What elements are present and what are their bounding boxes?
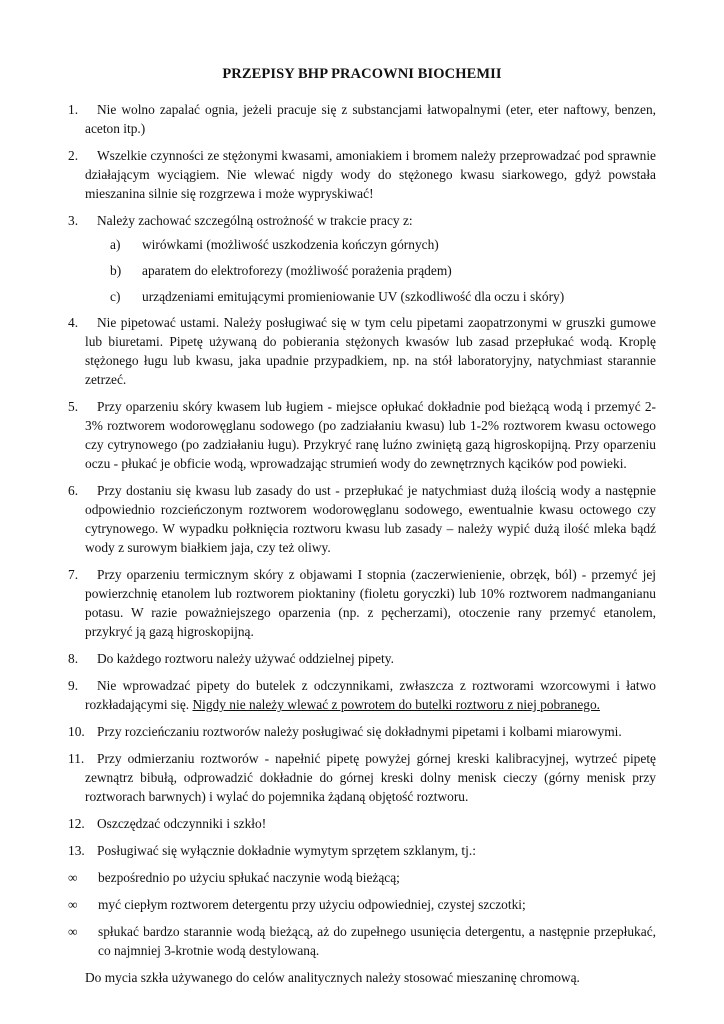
- sub-item: [68, 287, 656, 306]
- sub-letter: c): [110, 289, 121, 304]
- closing-paragraph: Do mycia szkła używanego do celów analitycznych należy stosować mieszaninę chromową.: [85, 970, 580, 985]
- rule-item: [68, 841, 656, 860]
- rule-number: 8.: [68, 651, 79, 666]
- rule-number: 5.: [68, 399, 79, 414]
- infinity-bullet-icon: ∞: [68, 870, 78, 885]
- rule-number: 10.: [68, 724, 85, 739]
- rule-text: Oszczędzać odczynniki i szkło!: [97, 816, 267, 831]
- rule-number: 2.: [68, 148, 79, 163]
- rule-item: [68, 211, 656, 230]
- rule-item: [68, 649, 656, 668]
- sub-text: urządzeniami emitującymi promieniowanie UV (szkodliwość dla oczu i skóry): [142, 289, 565, 304]
- rule-item: [68, 313, 656, 389]
- rule-text: Wszelkie czynności ze stężonymi kwasami, amoniakiem i bromem należy przeprowadzać pod sprawnie działającym wyciągiem. Nie wlewać nigdy wody do stężonego kwasu siarkowego, gdyż powstała mieszanina silnie się rozgrzewa i może wypryskiwać!: [85, 148, 656, 201]
- rule-number: 11.: [68, 751, 85, 766]
- sub-item: [68, 261, 656, 280]
- rule-item: [68, 722, 656, 741]
- sub-text: wirówkami (możliwość uszkodzenia kończyn górnych): [142, 237, 439, 252]
- rule-item: [68, 481, 656, 557]
- rule-item: [68, 749, 656, 806]
- rule-item: [68, 100, 656, 138]
- sub-letter: b): [110, 263, 122, 278]
- rule-text: Nie wprowadzać pipety do butelek z odczynnikami, zwłaszcza z roztworami wzorcowymi i łatwo rozkładającymi się.: [85, 678, 656, 712]
- rule-number: 1.: [68, 102, 79, 117]
- rule-warning-underlined: Nigdy nie należy wlewać z powrotem do butelki roztworu z niej pobranego.: [192, 697, 601, 712]
- rule-number: 4.: [68, 315, 79, 330]
- rule-text: Posługiwać się wyłącznie dokładnie wymytym sprzętem szklanym, tj.:: [97, 843, 476, 858]
- rule-text: Nie pipetować ustami. Należy posługiwać się w tym celu pipetami zaopatrzonymi w gruszki gumowe lub biuretami. Pipetę używaną do pobierania stężonych kwasów lub zasad przepłukać wodą. Kroplę stężonego ługu lub kwasu, jaka upadnie przypadkiem, np. na stół laboratoryjny, natychmiast starannie zetrzeć.: [85, 315, 656, 387]
- rule-number: 3.: [68, 213, 79, 228]
- rule-text: Przy oparzeniu skóry kwasem lub ługiem - miejsce opłukać dokładnie pod bieżącą wodą i przemyć 2-3% roztworem wodorowęglanu sodowego (po zadziałaniu kwasu) lub 1-2% roztworem kwasu octowego czy cytrynowego (po zadziałaniu ługu). Przykryć ranę luźno zwiniętą gazą higroskopijną. Przy oparzeniu oczu - płukać je obficie wodą, wprowadzając strumień wody do zewnętrznych kącików pod powieki.: [85, 399, 656, 471]
- cleaning-step-text: myć ciepłym roztworem detergentu przy użyciu odpowiedniej, czystej szczotki;: [98, 897, 526, 912]
- rule-item: [68, 146, 656, 203]
- page-title: PRZEPISY BHP PRACOWNI BIOCHEMII: [222, 66, 502, 82]
- rules-list: [68, 100, 656, 987]
- rule-item: [68, 814, 656, 833]
- rule-text: Przy odmierzaniu roztworów - napełnić pipetę powyżej górnej kreski kalibracyjnej, wytrzeć pipetę zewnątrz bibułą, odprowadzić dokładnie do górnej kreski dolny menisk cieczy (górny menisk przy roztworach barwnych) i wylać do pojemnika żądaną objętość roztworu.: [85, 751, 656, 804]
- rule-number: 12.: [68, 816, 85, 831]
- rule-text: Należy zachować szczególną ostrożność w trakcie pracy z:: [97, 213, 413, 228]
- rule-text: Przy rozcieńczaniu roztworów należy posługiwać się dokładnymi pipetami i kolbami miarowymi.: [97, 724, 622, 739]
- rule-text: Przy oparzeniu termicznym skóry z objawami I stopnia (zaczerwienienie, obrzęk, ból) - przemyć jej powierzchnię etanolem lub roztworem pioktaniny (fioletu goryczki) lub 10% roztworem nadmanganianu potasu. W razie poważniejszego oparzenia (np. z pęcherzami), otoczenie rany przemyć etanolem, przykryć ją gazą higroskopijną.: [85, 567, 656, 639]
- rule-number: 7.: [68, 567, 79, 582]
- cleaning-step-text: bezpośrednio po użyciu spłukać naczynie wodą bieżącą;: [98, 870, 400, 885]
- rule-item: [68, 565, 656, 641]
- rule-item: [68, 397, 656, 473]
- sub-letter: a): [110, 237, 121, 252]
- sub-text: aparatem do elektroforezy (możliwość porażenia prądem): [142, 263, 452, 278]
- infinity-bullet-icon: ∞: [68, 897, 78, 912]
- cleaning-step: [68, 868, 656, 887]
- rule-item: [68, 676, 656, 714]
- rule-number: 13.: [68, 843, 85, 858]
- cleaning-step: [68, 922, 656, 960]
- rule-text: Nie wolno zapalać ognia, jeżeli pracuje się z substancjami łatwopalnymi (eter, eter naftowy, benzen, aceton itp.): [85, 102, 656, 136]
- cleaning-step: [68, 895, 656, 914]
- rule-number: 6.: [68, 483, 79, 498]
- rule-text: Do każdego roztworu należy używać oddzielnej pipety.: [97, 651, 394, 666]
- infinity-bullet-icon: ∞: [68, 924, 78, 939]
- rule-number: 9.: [68, 678, 79, 693]
- cleaning-step-text: spłukać bardzo starannie wodą bieżącą, aż do zupełnego usunięcia detergentu, a następnie przepłukać, co najmniej 3-krotnie wodą destylowaną.: [98, 924, 656, 958]
- rule-text: Przy dostaniu się kwasu lub zasady do ust - przepłukać je natychmiast dużą ilością wody a następnie odpowiednio rozcieńczonym roztworem wodorowęglanu sodowego, ewentualnie kwasu octowego czy cytrynowego. W wypadku połknięcia roztworu kwasu lub zasady – należy wypić dużą ilość mleka bądź wody z surowym białkiem jaja, czy też oliwy.: [85, 483, 656, 555]
- sub-item: [68, 235, 656, 254]
